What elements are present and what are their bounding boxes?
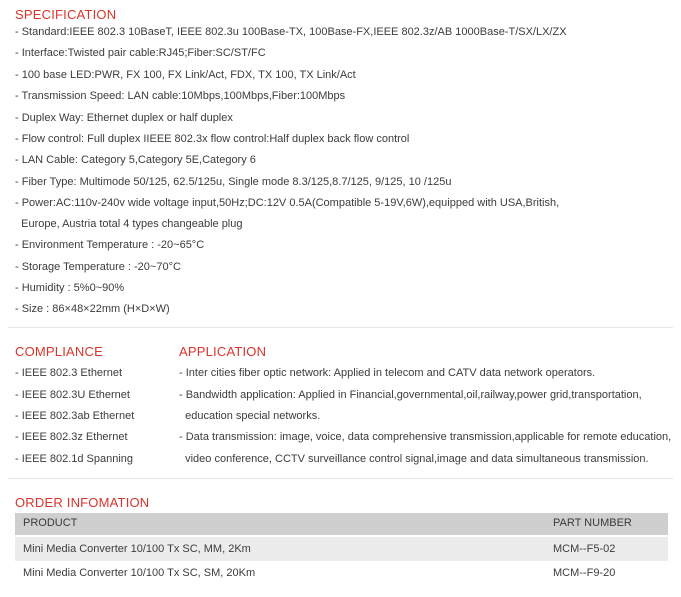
spec-flow-control: - Flow control: Full duplex IIEEE 802.3x flow control:Half duplex back flow control	[15, 133, 410, 145]
compliance-item: - IEEE 802.3 Ethernet	[15, 367, 123, 379]
product-cell: Mini Media Converter 10/100 Tx SC, MM, 2Km	[23, 543, 251, 555]
column-header-product: PRODUCT	[23, 517, 78, 529]
spec-duplex: - Duplex Way: Ethernet duplex or half duplex	[15, 112, 233, 124]
spec-storage-temp: - Storage Temperature : -20~70°C	[15, 261, 181, 273]
compliance-item: - IEEE 802.1d Spanning	[15, 453, 134, 465]
part-number-cell: MCM--F9-20	[553, 567, 616, 579]
spec-humidity: - Humidity : 5%0~90%	[15, 282, 125, 294]
spec-lan-cable: - LAN Cable: Category 5,Category 5E,Category 6	[15, 154, 256, 166]
compliance-heading: COMPLIANCE	[15, 344, 103, 359]
section-divider	[8, 478, 673, 479]
spec-power: - Power:AC:110v-240v wide voltage input,50Hz;DC:12V 0.5A(Compatible 5-19V,6W),equipped with USA,British,	[15, 197, 560, 209]
spec-size: - Size : 86×48×22mm (H×D×W)	[15, 303, 170, 315]
application-bandwidth-cont: education special networks.	[179, 410, 321, 422]
order-heading: ORDER INFOMATION	[15, 495, 150, 510]
spec-power-cont: Europe, Austria total 4 types changeable plug	[15, 218, 243, 230]
table-row	[15, 537, 668, 561]
spec-env-temp: - Environment Temperature : -20~65°C	[15, 239, 205, 251]
compliance-item: - IEEE 802.3U Ethernet	[15, 389, 130, 401]
spec-standard: - Standard:IEEE 802.3 10BaseT, IEEE 802.3u 100Base-TX, 100Base-FX,IEEE 802.3z/AB 1000Base-T/SX/LX/ZX	[15, 26, 567, 38]
application-bandwidth: - Bandwidth application: Applied in Financial,governmental,oil,railway,power grid,transportation,	[179, 389, 642, 401]
compliance-item: - IEEE 802.3z Ethernet	[15, 431, 128, 443]
table-row	[15, 561, 668, 585]
spec-fiber-type: - Fiber Type: Multimode 50/125, 62.5/125u, Single mode 8.3/125,8.7/125, 9/125, 10 /125u	[15, 176, 452, 188]
application-data-transmission-cont: video conference, CCTV surveillance control signal,image and data simultaneous transmission.	[179, 453, 649, 465]
specification-heading: SPECIFICATION	[15, 7, 117, 22]
spec-led: - 100 base LED:PWR, FX 100, FX Link/Act, FDX, TX 100, TX Link/Act	[15, 69, 356, 81]
application-heading: APPLICATION	[179, 344, 267, 359]
section-divider	[8, 327, 673, 328]
column-header-part-number: PART NUMBER	[553, 517, 632, 529]
part-number-cell: MCM--F5-02	[553, 543, 616, 555]
product-cell: Mini Media Converter 10/100 Tx SC, SM, 20Km	[23, 567, 256, 579]
application-fiber-network: - Inter cities fiber optic network: Applied in telecom and CATV data network operators.	[179, 367, 596, 379]
application-data-transmission: - Data transmission: image, voice, data comprehensive transmission,applicable for remote education,	[179, 431, 672, 443]
spec-interface: - Interface:Twisted pair cable:RJ45;Fiber:SC/ST/FC	[15, 47, 266, 59]
compliance-item: - IEEE 802.3ab Ethernet	[15, 410, 135, 422]
spec-speed: - Transmission Speed: LAN cable:10Mbps,100Mbps,Fiber:100Mbps	[15, 90, 346, 102]
order-table-header	[15, 513, 668, 535]
